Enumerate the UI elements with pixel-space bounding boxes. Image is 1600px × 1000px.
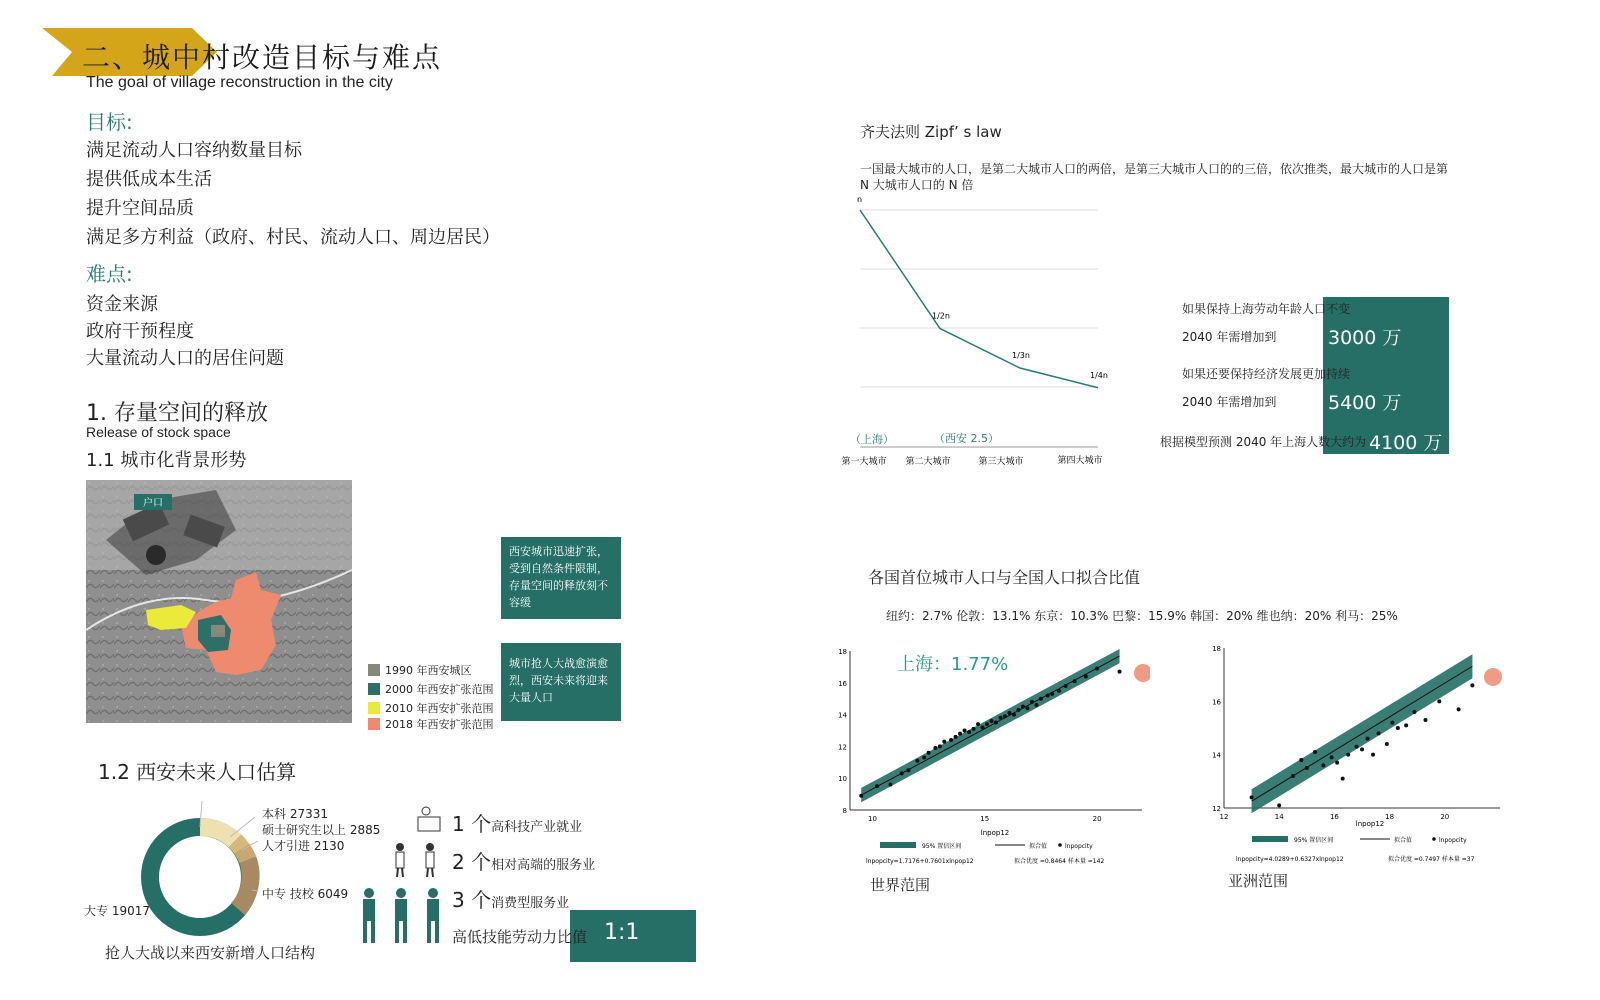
y-tick-label: 14 [838,711,847,720]
scatter-point [1377,731,1381,735]
difficulties-list [86,290,284,371]
difficulty-item: 资金来源 [86,294,158,315]
x-axis-label: lnpop12 [1355,820,1385,828]
x-tick-label: 10 [868,815,877,823]
donut-label: 本科 27331 [262,807,328,821]
scatter-point [981,725,985,729]
scatter-point [933,746,937,750]
world-caption: 世界范围 [870,876,931,894]
fit-stats: 拟合优度 =0.7497 样本量 =37 [1388,856,1475,863]
scatter-point [1354,745,1358,749]
scatter-point [942,740,946,744]
job-row [452,846,595,875]
donut-caption: 抢人大战以来西安新增人口结构 [105,944,316,962]
asia-caption: 亚洲范围 [1228,872,1289,890]
zipf-info: 2040 年需增加到 [1182,330,1277,344]
scatter-point [906,768,910,772]
zipf-category: 第四大城市 [1057,456,1103,466]
scatter-point [994,721,998,725]
page-title: 二、城中村改造目标与难点 [82,41,443,74]
scatter-point [859,794,863,798]
legend-point-swatch [1432,837,1436,841]
zipf-note: （西安 2.5） [934,432,999,445]
service-worker-icon [388,842,448,878]
zipf-value: 3000 万 [1328,327,1402,349]
x-tick-label: 20 [1092,815,1102,823]
legend-point-label: lnpopcity [1065,843,1093,850]
scatter-point [888,783,892,787]
map-badge: 户口 [143,498,163,509]
x-tick-label: 20 [1440,813,1450,821]
scatter-point [998,716,1002,720]
section12-title: 1.2 西安未来人口估算 [98,760,297,784]
y-tick-label: 12 [1212,805,1221,813]
scatter-point [1046,694,1050,698]
legend-swatch [368,683,380,695]
xian-expansion-map [86,480,352,723]
job-label: 高科技产业就业 [491,820,583,835]
zipf-info: 2040 年需增加到 [1182,395,1277,409]
fit-line [1252,666,1473,801]
scatter-point [1084,674,1088,678]
shanghai-ratio: 上海：1.77% [897,654,1009,675]
donut-label: 人才引进 2130 [262,839,345,853]
job-count: 1 个 [452,812,492,836]
callout-expansion: 西安城市迅速扩张，受到自然条件限制，存量空间的释放刻不容缓 [501,537,621,619]
x-tick-label: 15 [980,815,990,823]
ratio-label: 高低技能劳动力比值 [452,928,588,946]
job-row [452,808,582,837]
job-count: 2 个 [452,850,492,874]
scatter-point [1341,777,1345,781]
scatter-point [915,759,919,763]
x-axis-label: lnpop12 [980,829,1010,837]
scatter-point [1064,684,1068,688]
scatter-point [900,771,904,775]
x-tick-label: 16 [1329,813,1339,821]
shanghai-highlight [1134,664,1150,682]
scatter-point [1277,803,1281,807]
scatter-point [1095,666,1099,670]
legend-label: 2000 年西安扩张范围 [385,682,494,696]
zipf-description: 一国最大城市的人口，是第二大城市人口的两倍，是第三大城市人口的的三倍，依次推类，最大城市的人口是第 N 大城市人口的 N 倍 [860,162,1449,192]
goal-item: 提供低成本生活 [86,169,212,190]
legend-swatch [368,702,380,714]
x-tick-label: 18 [1385,813,1395,821]
goal-item: 提升空间品质 [86,198,194,219]
scatter-point [1007,711,1011,715]
job-row [452,884,569,913]
x-tick-label: 14 [1274,813,1284,821]
scatter-point [927,751,931,755]
scatter-point [1412,710,1416,714]
scatter-point [1057,689,1061,693]
zipf-point-label: 1/3n [1012,351,1030,361]
y-tick-label: 8 [842,807,847,815]
zipf-category: 第一大城市 [841,457,887,467]
scatter-point [1016,708,1020,712]
zipf-note: （上海） [850,433,894,446]
scatter-point [875,784,879,788]
section11-title: 1.1 城市化背景形势 [86,450,247,471]
section1-title: 1. 存量空间的释放 [86,401,268,426]
difficulty-item: 大量流动人口的居住问题 [86,348,284,369]
fit-stats: 拟合优度 =0.8464 样本量 =142 [1014,858,1105,865]
ratio-value: 1:1 [604,920,640,945]
scatter-point [1404,723,1408,727]
zipf-title: 齐夫法则 Zipf’ s law [860,123,1002,141]
zipf-info: 根据模型预测 2040 年上海人数大约为 [1160,435,1367,449]
y-tick-label: 10 [838,775,847,784]
scatter-point [1423,718,1427,722]
scatter-point [1335,761,1339,765]
scatter-point [922,756,926,760]
legend-swatch [368,718,380,730]
scatter-point [1118,670,1122,674]
zipf-info: 如果保持上海劳动年龄人口不变 [1182,302,1351,316]
zipf-chart [830,190,1130,480]
scatter-point [1250,795,1254,799]
scatter-point [1050,692,1054,696]
zipf-point-label: 1/4n [1090,370,1108,380]
job-label: 消费型服务业 [491,896,570,911]
legend-swatch [368,664,380,676]
scatter-point [1313,750,1317,754]
y-tick-label: 18 [838,648,847,656]
page-subtitle: The goal of village reconstruction in the city [86,74,393,91]
zipf-series-line [860,210,1098,388]
scatter-point [963,729,967,733]
legend-point-swatch [1058,843,1062,847]
goal-item: 满足流动人口容纳数量目标 [86,140,302,161]
legend-label: 2010 年西安扩张范围 [385,701,494,715]
scatter-point [1034,703,1038,707]
desk-worker-icon [414,805,446,835]
legend-label: 1990 年西安城区 [385,663,472,677]
scatter-point [1003,714,1007,718]
scatter-point [1390,721,1394,725]
legend-point-label: lnpopcity [1439,837,1467,844]
scatter-point [1012,713,1016,717]
y-tick-label: 14 [1212,751,1221,760]
scatter-point [1385,742,1389,746]
fit-title: 各国首位城市人口与全国人口拟合比值 [868,568,1141,587]
scatter-point [949,738,953,742]
fit-formula: lnpopcity=1.7176+0.7601xlnpop12 [866,858,974,865]
scatter-point [1025,706,1029,710]
shanghai-highlight [1484,668,1502,686]
legend-ci-swatch [880,842,916,848]
scatter-point [972,727,976,731]
scatter-point [1291,774,1295,778]
scatter-point [1299,758,1303,762]
scatter-point [976,722,980,726]
y-tick-label: 16 [1212,698,1221,707]
legend-item [368,660,494,679]
legend-fit-label: 拟合值 [1394,837,1413,844]
scatter-point [1371,753,1375,757]
legend-item [368,679,494,698]
zipf-category: 第二大城市 [905,457,951,467]
donut-label: 中专 技校 6049 [262,887,349,901]
difficulty-item: 政府干预程度 [86,321,194,342]
scatter-point [1470,683,1474,687]
goal-item: 满足多方利益（政府、村民、流动人口、周边居民） [86,227,500,248]
zipf-category: 第三大城市 [978,457,1024,467]
job-count: 3 个 [452,888,492,912]
fit-ratios: 纽约：2.7% 伦敦：13.1% 东京：10.3% 巴黎：15.9% 韩国：20% 维也纳：20% 利马：25% [886,609,1398,623]
scatter-point [954,735,958,739]
scatter-point [967,730,971,734]
y-tick-label: 18 [1212,645,1221,653]
zipf-value: 4100 万 [1369,432,1443,454]
legend-fit-label: 拟合值 [1029,843,1048,850]
scatter-point [1346,753,1350,757]
scatter-point [1437,699,1441,703]
legend-label: 2018 年西安扩张范围 [385,718,494,731]
legend-item [368,717,494,731]
scatter-point [1360,747,1364,751]
fit-formula: lnpopcity=4.0289+0.6327xlnpop12 [1236,856,1344,863]
scatter-point [1366,737,1370,741]
scatter-point [985,722,989,726]
scatter-point [1457,707,1461,711]
scatter-point [1321,763,1325,767]
y-tick-label: 16 [838,679,847,688]
world-scatter-chart [830,645,1150,875]
zipf-info: 如果还要保持经济发展更加持续 [1182,367,1351,381]
zipf-value: 5400 万 [1328,392,1402,414]
zipf-point-label: 1/2n [932,311,950,321]
scatter-point [990,719,994,723]
donut-label: 硕士研究生以上 2885 [262,823,381,837]
scatter-point [938,744,942,748]
scatter-point [1039,697,1043,701]
goals-list [86,136,500,252]
map-legend [368,660,494,731]
section1-subtitle: Release of stock space [86,424,231,440]
asia-scatter-chart [1200,640,1510,870]
scatter-point [958,732,962,736]
callout-talent: 城市抢人大战愈演愈烈，西安未来将迎来大量人口 [501,643,621,721]
legend-ci-swatch [1252,836,1288,842]
goals-heading: 目标: [86,110,133,134]
scatter-point [1305,766,1309,770]
y-tick-label: 12 [838,743,847,752]
consumer-service-worker-icon [355,887,447,945]
donut-label: 大专 19017 [84,904,150,918]
scatter-point [1396,726,1400,730]
legend-ci-label: 95% 置信区间 [1294,837,1334,844]
legend-item [368,698,494,717]
difficulties-heading: 难点: [86,262,133,286]
x-tick-label: 12 [1219,813,1229,821]
job-label: 相对高端的服务业 [491,858,596,873]
zipf-top-label: n [857,195,863,204]
legend-ci-label: 95% 置信区间 [922,843,962,850]
scatter-point [1073,679,1077,683]
scatter-point [1030,700,1034,704]
scatter-point [1330,755,1334,759]
scatter-point [1021,705,1025,709]
